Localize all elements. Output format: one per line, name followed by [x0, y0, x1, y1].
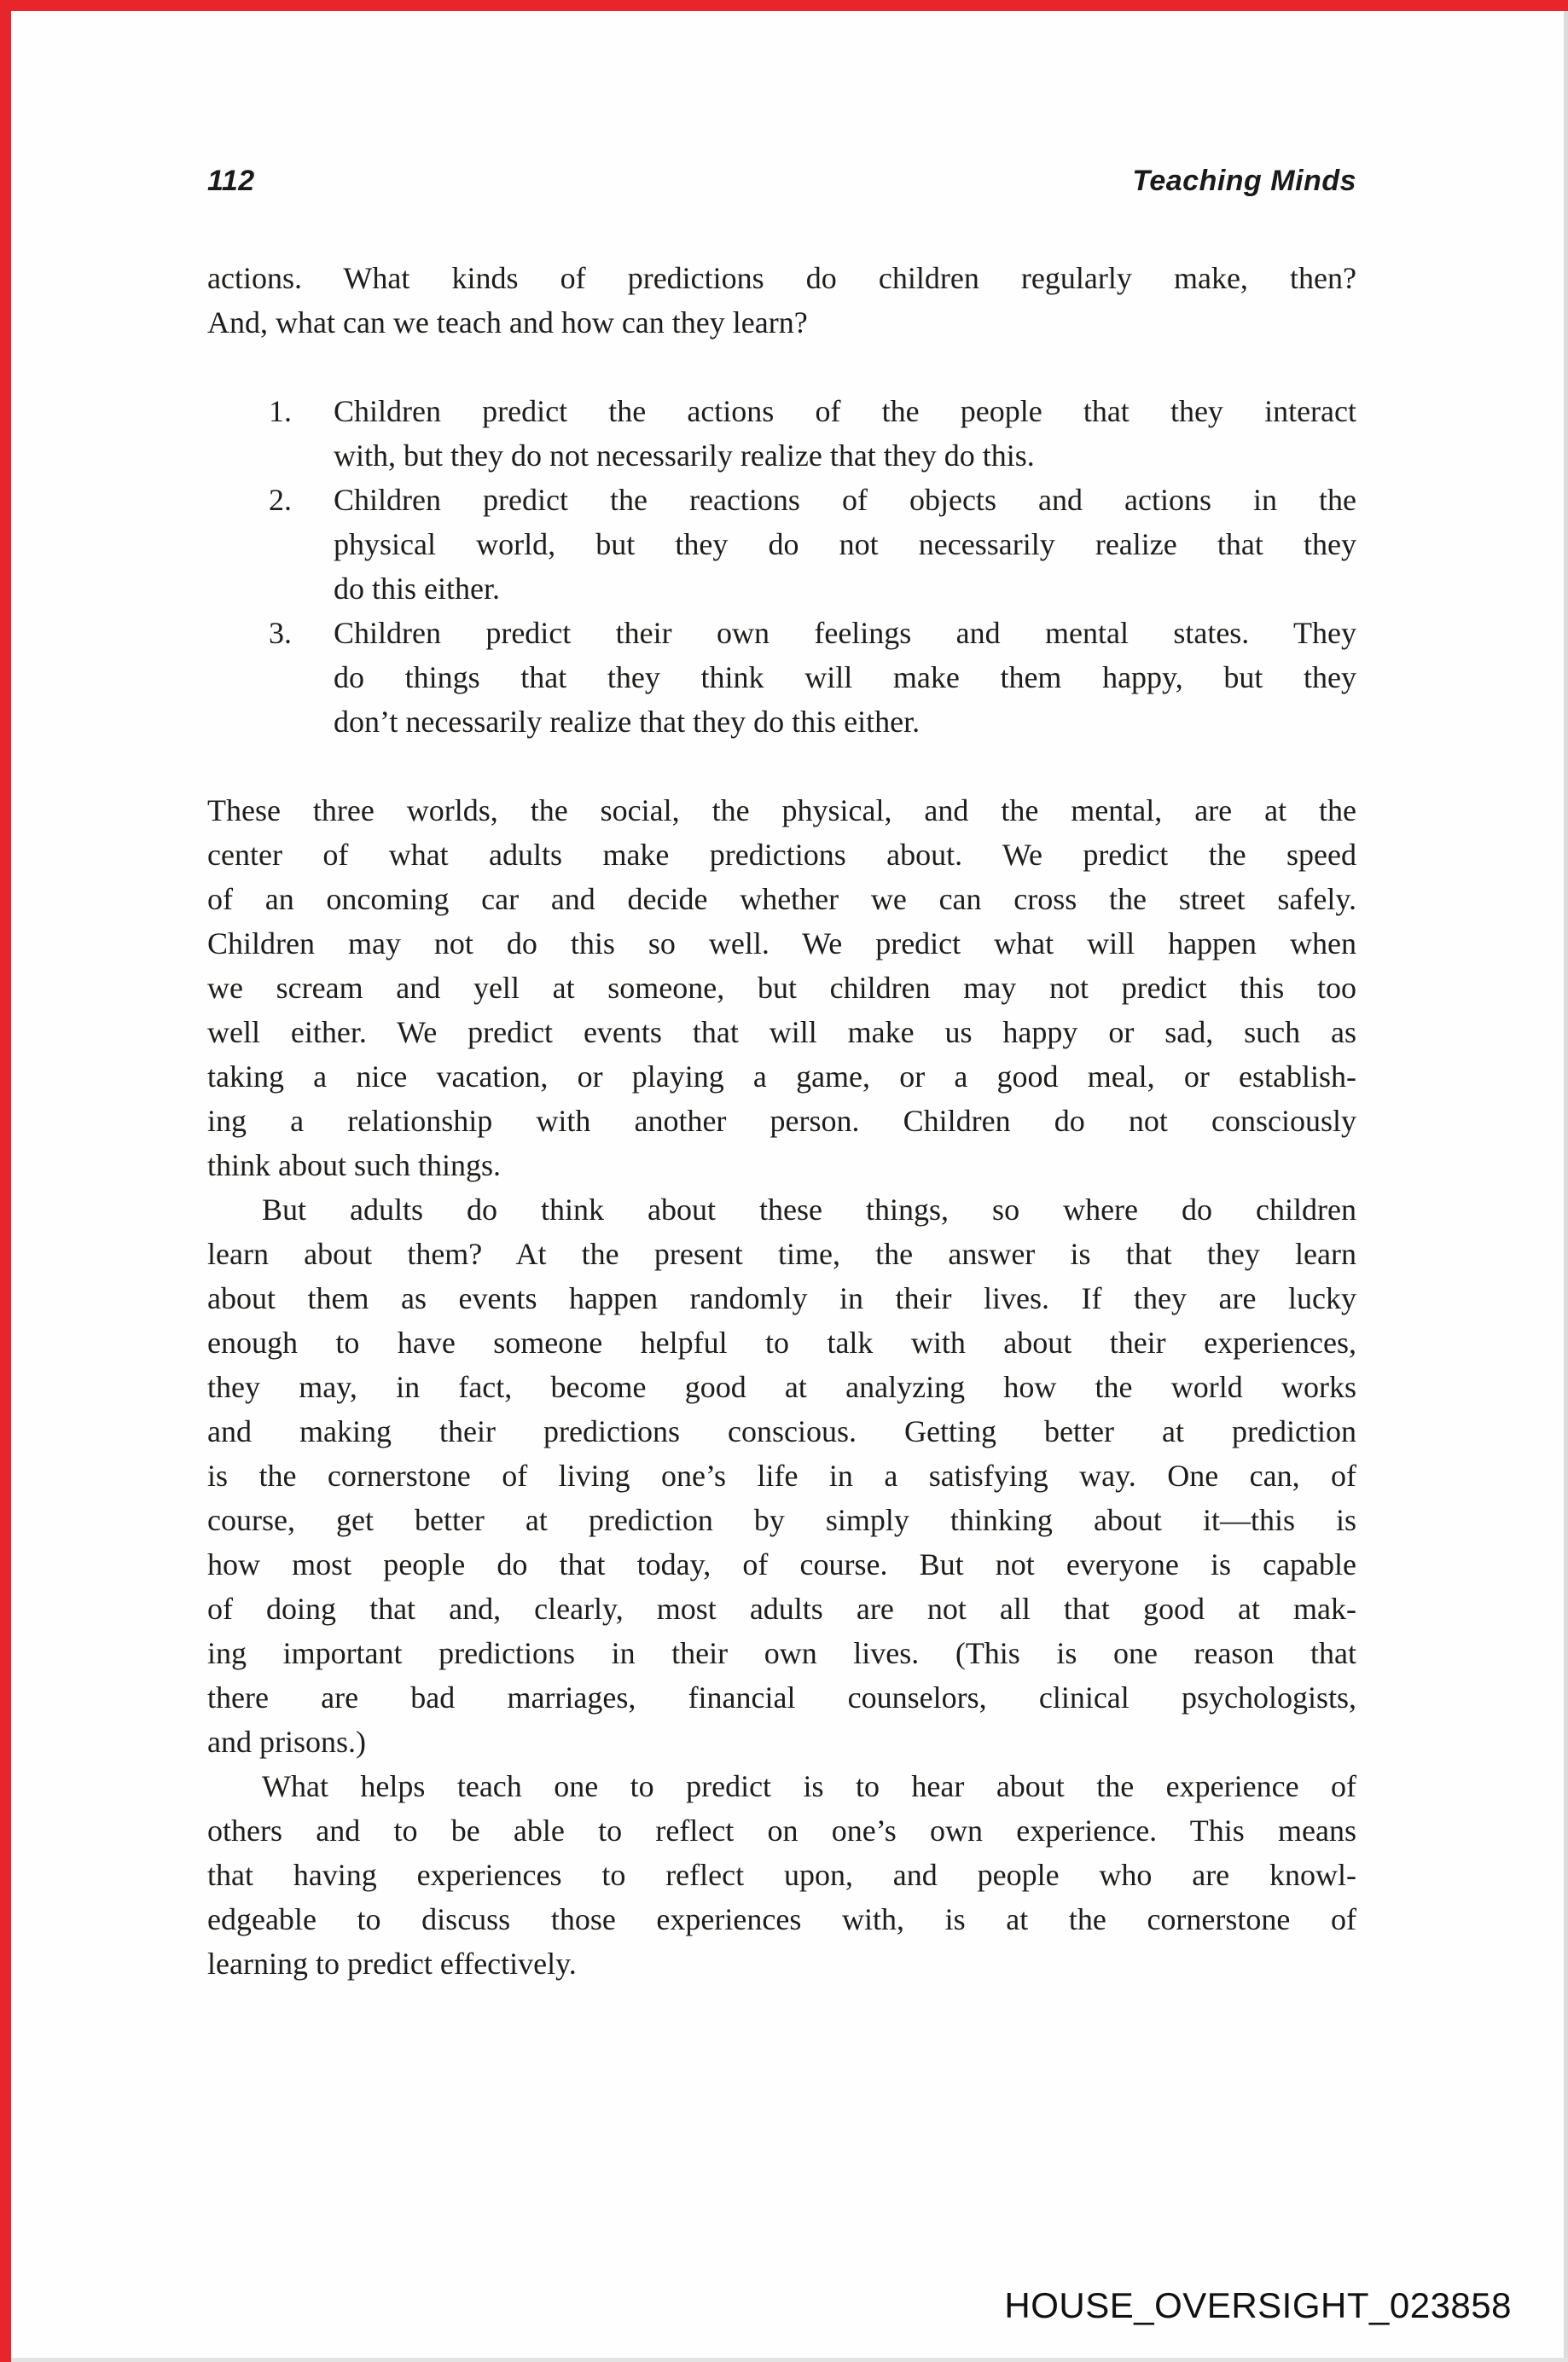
- text-line: actions. What kinds of predictions do children regularly make, then?: [207, 261, 1356, 295]
- paragraph: [207, 1187, 1356, 1764]
- list-item: [207, 478, 1356, 611]
- text-line: What helps teach one to predict is to hear about the experience of: [262, 1769, 1356, 1803]
- text-line: do this either.: [334, 572, 500, 606]
- text-line: how most people do that today, of course. But not everyone is capable: [207, 1547, 1356, 1581]
- text-line: think about such things.: [207, 1148, 501, 1182]
- text-line: taking a nice vacation, or playing a game, or a good meal, or establish-: [207, 1059, 1356, 1094]
- text-line: edgeable to discuss those experiences with, is at the cornerstone of: [207, 1902, 1356, 1936]
- paragraph: [207, 788, 1356, 1187]
- text-line: others and to be able to reflect on one’s own experience. This means: [207, 1814, 1356, 1848]
- page-number: 112: [207, 165, 255, 197]
- text-line: ing a relationship with another person. Children do not consciously: [207, 1104, 1356, 1138]
- text-line: do things that they think will make them happy, but they: [334, 660, 1356, 694]
- text-line: is the cornerstone of living one’s life in a satisfying way. One can, of: [207, 1459, 1356, 1493]
- text-line: don’t necessarily realize that they do this either.: [334, 705, 920, 739]
- numbered-list: [207, 389, 1356, 744]
- text-line: Children predict the actions of the people that they interact: [334, 394, 1356, 428]
- text-line: they may, in fact, become good at analyzing how the world works: [207, 1370, 1356, 1404]
- text-line: Children may not do this so well. We predict what will happen when: [207, 926, 1356, 960]
- running-title: Teaching Minds: [1132, 165, 1356, 197]
- text-line: These three worlds, the social, the physical, and the mental, are at the: [207, 793, 1356, 827]
- text-line: And, what can we teach and how can they learn?: [207, 305, 808, 340]
- text-line: that having experiences to reflect upon, and people who are knowl-: [207, 1858, 1356, 1892]
- text-line: physical world, but they do not necessarily realize that they: [334, 527, 1356, 561]
- text-line: there are bad marriages, financial counselors, clinical psychologists,: [207, 1680, 1356, 1715]
- page-body: [207, 256, 1356, 1986]
- text-line: of an oncoming car and decide whether we can cross the street safely.: [207, 882, 1356, 916]
- text-line: Children predict their own feelings and mental states. They: [334, 616, 1356, 650]
- scan-edge-bottom: [0, 2358, 1568, 2362]
- text-line: learning to predict effectively.: [207, 1947, 577, 1981]
- text-line: learn about them? At the present time, the answer is that they learn: [207, 1237, 1356, 1271]
- text-line: of doing that and, clearly, most adults are not all that good at mak-: [207, 1592, 1356, 1626]
- list-item-number: 3.: [269, 616, 292, 650]
- paragraph: [207, 256, 1356, 345]
- text-line: well either. We predict events that will make us happy or sad, such as: [207, 1015, 1356, 1049]
- text-line: and making their predictions conscious. Getting better at prediction: [207, 1414, 1356, 1448]
- text-line: and prisons.): [207, 1725, 366, 1759]
- scan-edge-right: [1564, 0, 1568, 2362]
- paragraph: [207, 1764, 1356, 1986]
- page-header: [207, 165, 1356, 198]
- text-line: enough to have someone helpful to talk with about their experiences,: [207, 1326, 1356, 1360]
- text-line: center of what adults make predictions about. We predict the speed: [207, 838, 1356, 872]
- list-item: [207, 389, 1356, 478]
- text-line: we scream and yell at someone, but children may not predict this too: [207, 971, 1356, 1005]
- scan-edge-top: [0, 0, 1568, 11]
- text-line: ing important predictions in their own lives. (This is one reason that: [207, 1636, 1356, 1670]
- list-item: [207, 611, 1356, 744]
- list-item-number: 2.: [269, 483, 292, 517]
- text-line: with, but they do not necessarily realize that they do this.: [334, 438, 1035, 473]
- text-line: course, get better at prediction by simply thinking about it—this is: [207, 1503, 1356, 1537]
- scan-edge-left: [0, 0, 11, 2362]
- list-item-number: 1.: [269, 394, 292, 428]
- text-line: But adults do think about these things, so where do children: [262, 1193, 1356, 1227]
- text-line: Children predict the reactions of objects and actions in the: [334, 483, 1356, 517]
- text-line: about them as events happen randomly in their lives. If they are lucky: [207, 1281, 1356, 1315]
- bates-stamp: HOUSE_OVERSIGHT_023858: [1004, 2285, 1512, 2325]
